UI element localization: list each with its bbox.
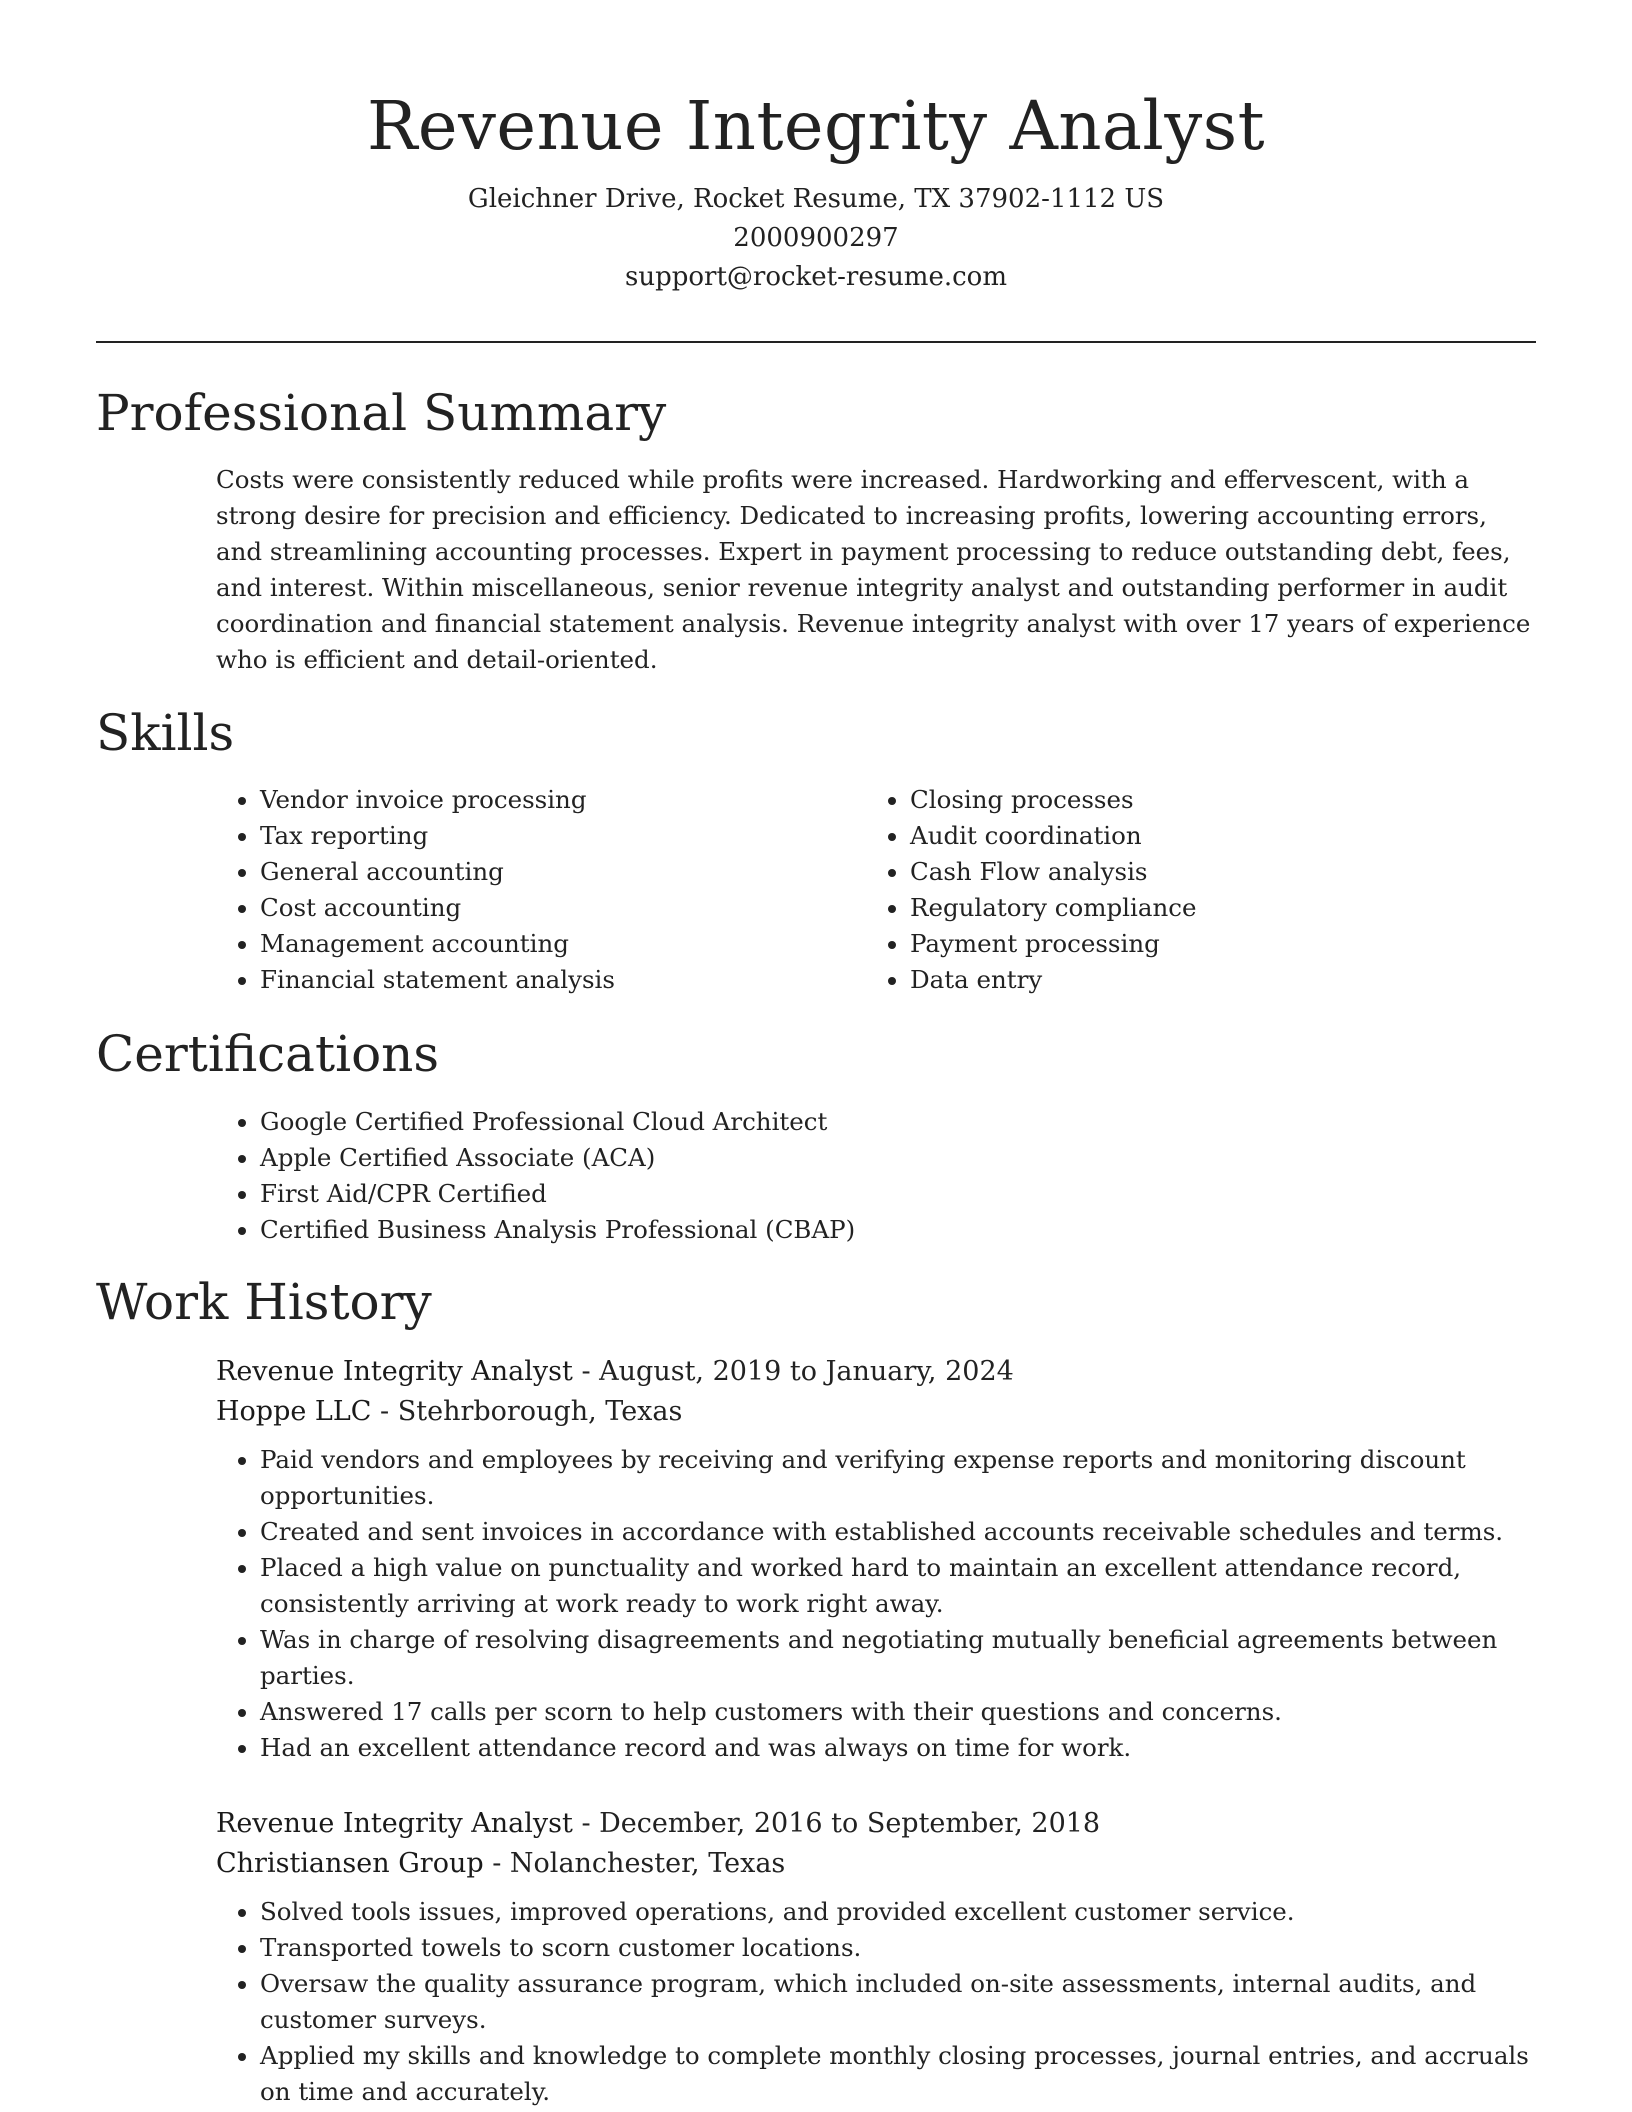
summary-heading: Professional Summary bbox=[96, 384, 667, 442]
certification-item: • Google Certified Professional Cloud Architect bbox=[260, 1104, 1536, 1140]
candidate-name: Revenue Integrity Analyst bbox=[366, 87, 1266, 165]
job-title-line bbox=[216, 1352, 1538, 1392]
job-bullet: • Applied my skills and knowledge to complete monthly closing processes, journal entries, and accruals on time and accurately. bbox=[260, 2038, 1538, 2110]
email: support@rocket-resume.com bbox=[624, 262, 1007, 292]
job-bullet: • Paid vendors and employees by receiving and verifying expense reports and monitoring discount opportunities. bbox=[260, 1442, 1538, 1514]
job-entry bbox=[216, 1352, 1538, 1766]
skill-item: • Management accounting bbox=[260, 926, 816, 962]
job-bullet: • Had an excellent attendance record and was always on time for work. bbox=[260, 1730, 1538, 1766]
job-location: - Stehrborough, Texas bbox=[371, 1396, 683, 1427]
skill-item: • Tax reporting bbox=[260, 818, 816, 854]
skill-item: • Vendor invoice processing bbox=[260, 782, 816, 818]
certification-item: • Certified Business Analysis Professional (CBAP) bbox=[260, 1212, 1536, 1248]
job-company: Hoppe LLC bbox=[216, 1396, 372, 1427]
skill-item: • Cost accounting bbox=[260, 890, 816, 926]
skills-column-left bbox=[216, 782, 816, 998]
contact-info bbox=[0, 180, 1632, 297]
job-entry bbox=[216, 1804, 1538, 2110]
job-title: Revenue Integrity Analyst bbox=[216, 1808, 573, 1839]
skills-column-right bbox=[866, 782, 1466, 998]
job-bullets bbox=[216, 1894, 1538, 2110]
skill-item: • General accounting bbox=[260, 854, 816, 890]
job-bullet: • Was in charge of resolving disagreements and negotiating mutually beneficial agreements between parties. bbox=[260, 1622, 1538, 1694]
skill-item: • Cash Flow analysis bbox=[910, 854, 1466, 890]
job-company: Christiansen Group bbox=[216, 1848, 484, 1879]
job-bullet: • Answered 17 calls per scorn to help customers with their questions and concerns. bbox=[260, 1694, 1538, 1730]
skills-list-right bbox=[866, 782, 1466, 998]
skills-list-left bbox=[216, 782, 816, 998]
job-bullet: • Placed a high value on punctuality and worked hard to maintain an excellent attendance record, consistently arriving at work ready to work right away. bbox=[260, 1550, 1538, 1622]
certifications-list-wrapper bbox=[216, 1104, 1536, 1248]
certifications-heading: Certifications bbox=[96, 1025, 440, 1083]
address: Gleichner Drive, Rocket Resume, TX 37902-1112 US bbox=[467, 184, 1165, 214]
header-divider bbox=[96, 341, 1536, 343]
work-history-heading: Work History bbox=[96, 1273, 432, 1331]
job-title-line bbox=[216, 1804, 1538, 1844]
certification-item: • Apple Certified Associate (ACA) bbox=[260, 1140, 1536, 1176]
skill-item: • Regulatory compliance bbox=[910, 890, 1466, 926]
job-bullet: • Oversaw the quality assurance program, which included on-site assessments, internal audits, and customer surveys. bbox=[260, 1966, 1538, 2038]
skill-item: • Financial statement analysis bbox=[260, 962, 816, 998]
job-dates: - August, 2019 to January, 2024 bbox=[572, 1356, 1014, 1387]
job-location: - Nolanchester, Texas bbox=[483, 1848, 786, 1879]
skill-item: • Payment processing bbox=[910, 926, 1466, 962]
job-dates: - December, 2016 to September, 2018 bbox=[572, 1808, 1101, 1839]
job-bullet: • Created and sent invoices in accordance with established accounts receivable schedules and terms. bbox=[260, 1514, 1538, 1550]
job-company-line bbox=[216, 1844, 1538, 1884]
skills-heading: Skills bbox=[96, 704, 235, 762]
resume-header bbox=[0, 0, 1632, 297]
job-bullet: • Transported towels to scorn customer locations. bbox=[260, 1930, 1538, 1966]
job-bullet: • Solved tools issues, improved operations, and provided excellent customer service. bbox=[260, 1894, 1538, 1930]
phone: 2000900297 bbox=[733, 223, 899, 253]
summary-text: Costs were consistently reduced while profits were increased. Hardworking and effervescent, with a strong desire for precision and efficiency. Dedicated to increasing profits, lowering accounting errors, and streamlining accounting processes. Expert in payment processing to reduce outstanding debt, fees, and interest. Within miscellaneous, senior revenue integrity analyst and outstanding performer in audit coordination and financial statement analysis. Revenue integrity analyst with over 17 years of experience who is efficient and detail-oriented. bbox=[216, 465, 1531, 674]
job-title: Revenue Integrity Analyst bbox=[216, 1356, 573, 1387]
job-bullets bbox=[216, 1442, 1538, 1766]
skill-item: • Audit coordination bbox=[910, 818, 1466, 854]
certifications-list bbox=[216, 1104, 1536, 1248]
skill-item: • Closing processes bbox=[910, 782, 1466, 818]
certification-item: • First Aid/CPR Certified bbox=[260, 1176, 1536, 1212]
job-company-line bbox=[216, 1392, 1538, 1432]
skill-item: • Data entry bbox=[910, 962, 1466, 998]
